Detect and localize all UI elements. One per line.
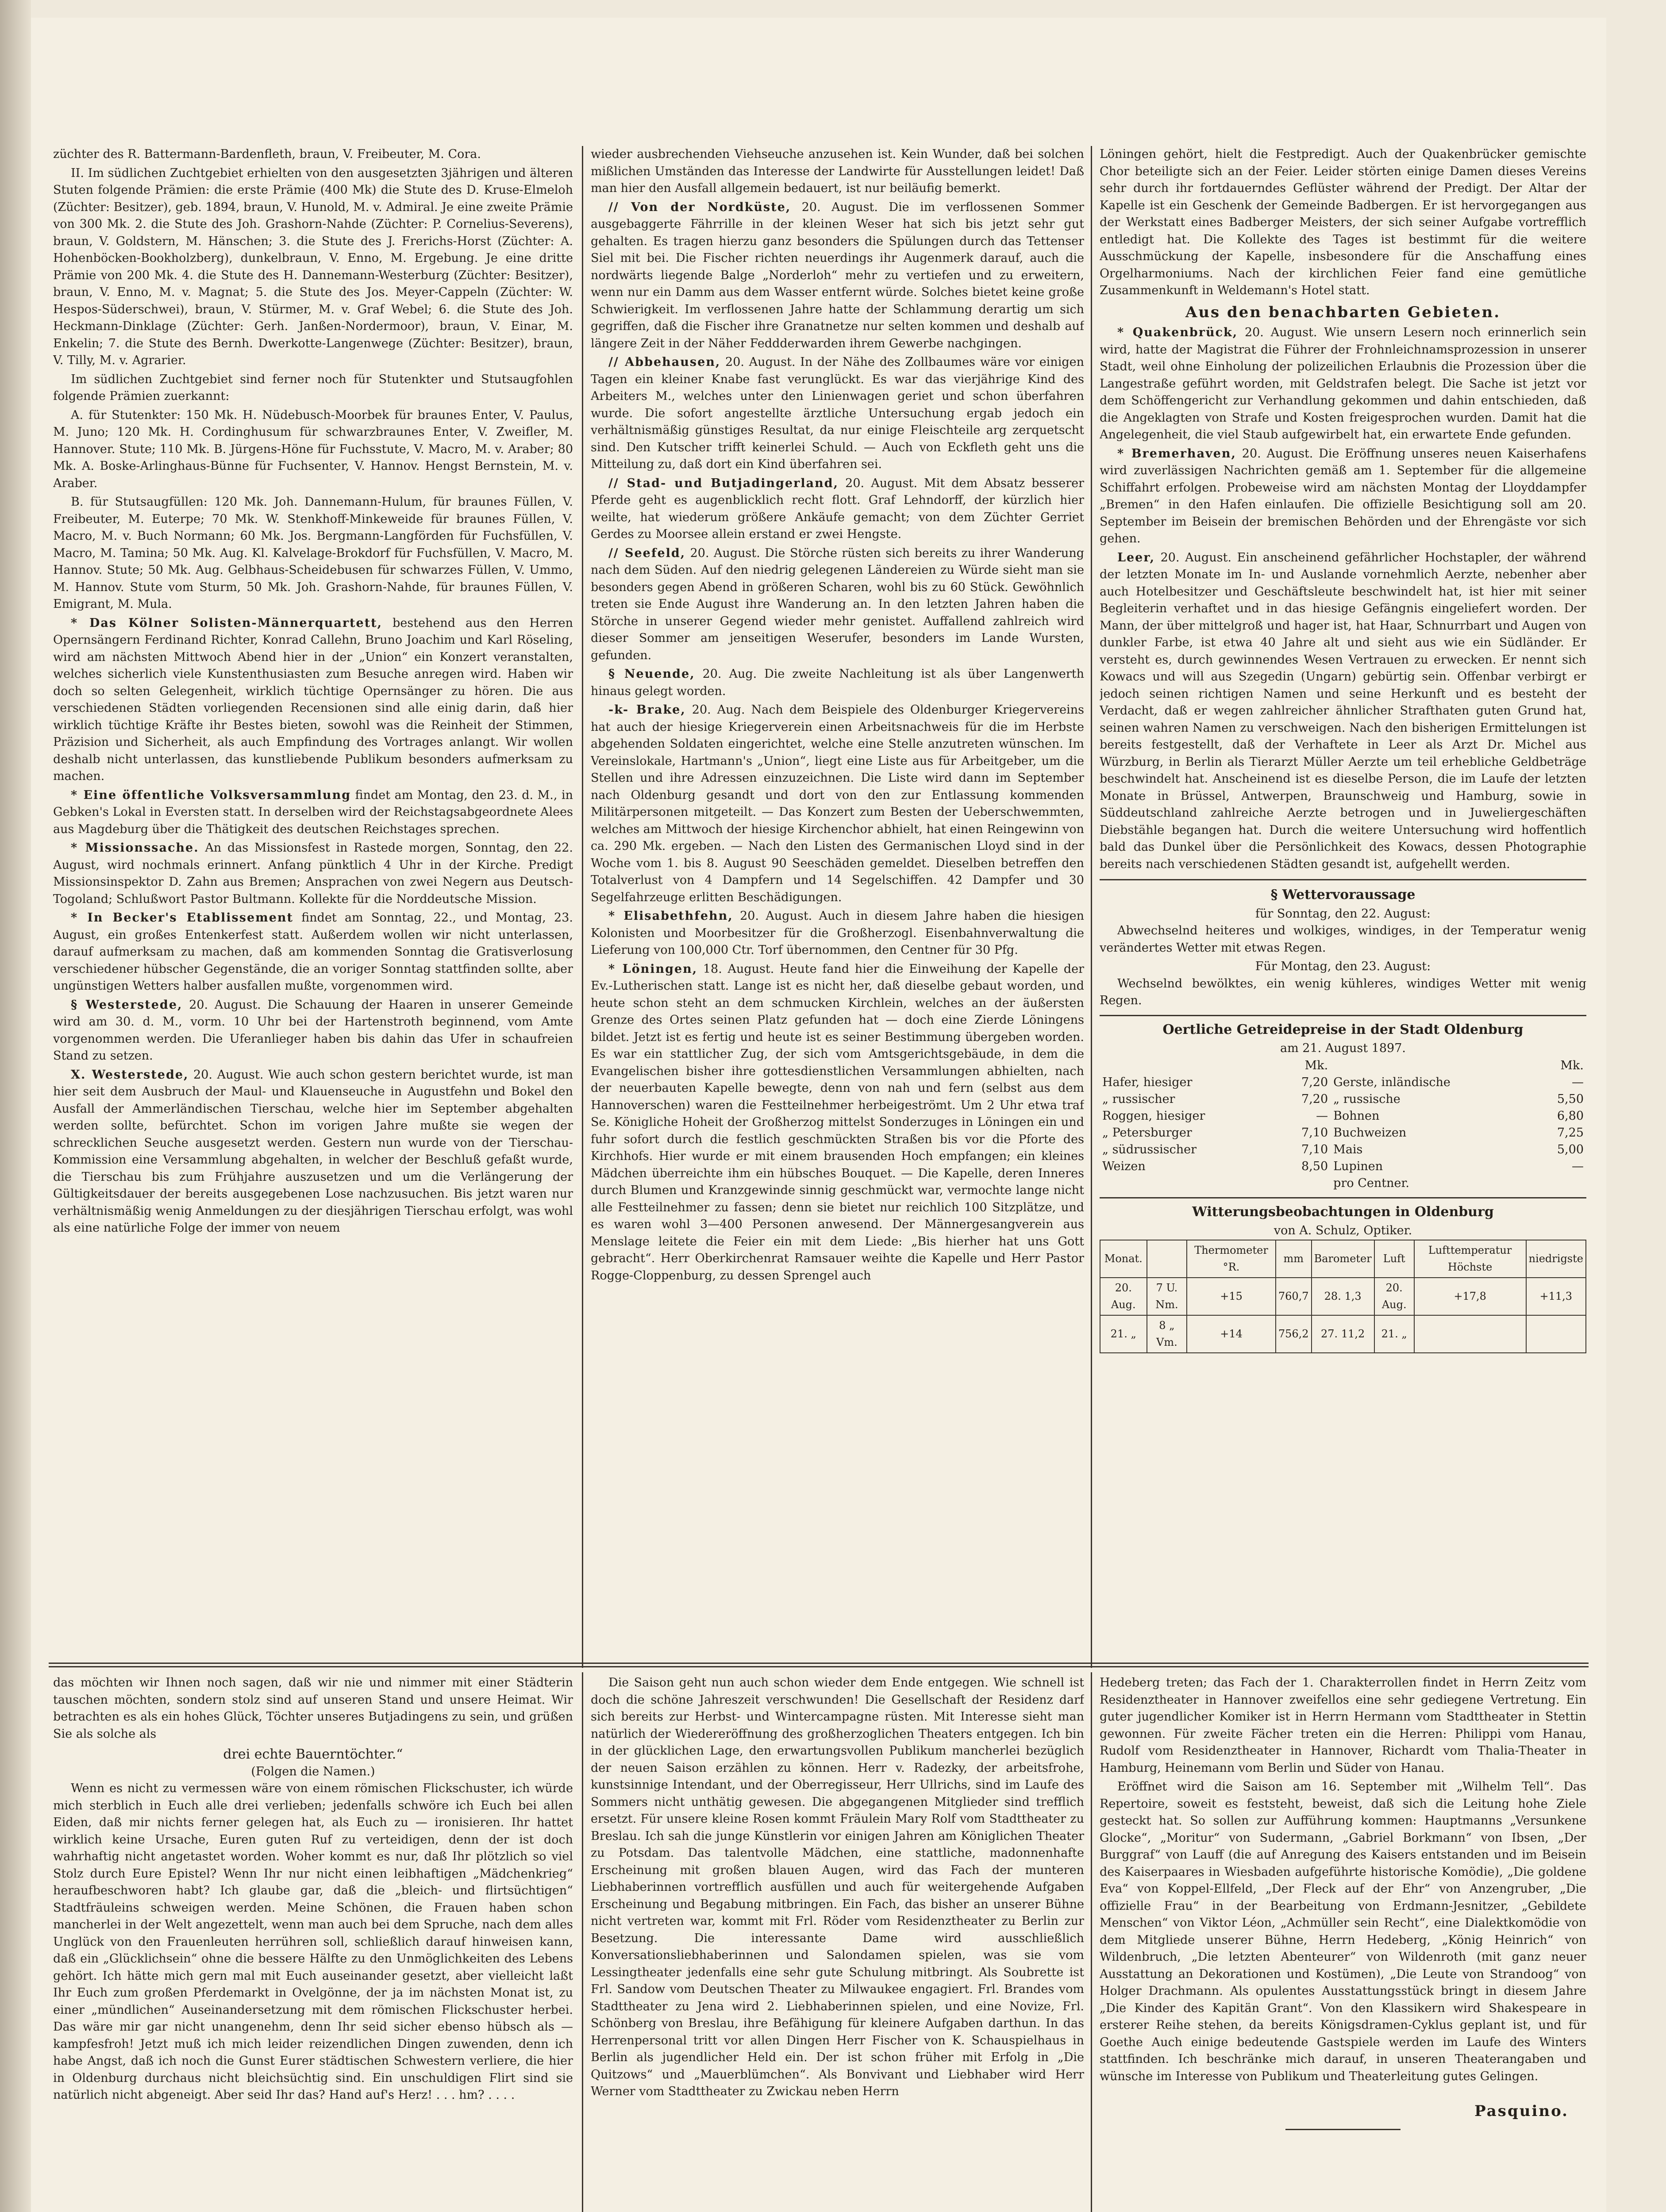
table-header: Lufttemperatur Höchste	[1414, 1240, 1526, 1278]
article-paragraph: das möchten wir Ihnen noch sagen, daß wir nie und nimmer mit einer Städterin tauschen möchten, sondern stolz sind auf unseren Stand und unsere Heimat. Wir betrachten es als ein hohes Glück, Töchter unseres Butjadingens zu sein, und grüßen Sie als solche als	[53, 1676, 573, 1741]
grain-name: „ russische	[1333, 1092, 1401, 1106]
grain-price: 7,20	[1301, 1092, 1328, 1106]
table-cell: 28. 1,3	[1312, 1278, 1374, 1315]
table-cell: 27. 11,2	[1312, 1315, 1374, 1353]
article-heading: * Missionssache.	[71, 841, 199, 855]
grain-name: Roggen, hiesiger	[1102, 1109, 1205, 1123]
article-heading: * Quakenbrück,	[1117, 326, 1238, 339]
article-paragraph: Die Saison geht nun auch schon wieder dem Ende entgegen. Wie schnell ist doch die schöne Jahreszeit verschwunden! Die Gesellschaft der Residenz darf sich bereits zur Herbst- und Wintercampagne rüsten. Mit Interesse sieht man natürlich der Wiedereröffnung des großherzoglichen Theaters entgegen. Ich bin in der glücklichen Lage, den erwartungsvollen Publikum mancherlei bezüglich der neuen Saison erzählen zu können. Herr v. Radezky, der arbeitsfrohe, kunstsinnige Intendant, und der Oberregisseur, Herr Ullrichs, sind im Laufe des Sommers nicht unthätig gewesen. Die abgegangenen Mitglieder sind trefflich ersetzt. Für unsere kleine Rosen kommt Fräulein Mary Rolf vom Stadttheater zu Breslau. Ich sah die junge Künstlerin vor einigen Jahren am Königlichen Theater zu Potsdam. Das talentvolle Mädchen, eine stattliche, madonnenhafte Erscheinung mit großen blauen Augen, wird das Fach der munteren Liebhaberinnen vortrefflich ausfüllen und auch für weitergehende Aufgaben Erscheinung und Begabung mitbringen. Ein Fach, das bisher an unserer Bühne nicht vertreten war, kommt mit Frl. Röder vom Residenztheater zu Berlin zur Besetzung. Die interessante Dame wird ausschließlich Konversationsliebhaberinnen und Salondamen spielen, was sie vom Lessingtheater jedenfalls eine sehr gute Schulung mitbringt. Als Soubrette ist Frl. Sandow vom Deutschen Theater zu Milwaukee engagiert. Frl. Brandes vom Stadttheater zu Jena wird 2. Liebhaberinnen spielen, und eine Novize, Frl. Schönberg von Breslau, ihre Befähigung für kleinere Aufgaben darthun. In das Herrenpersonal tritt vor allen Dingen Herr Fischer von K. Schauspielhaus in Berlin als jugendlicher Held ein. Der ist schon früher mit Erfolg in „Die Quitzows“ und „Mauerblümchen“. Als Bonvivant und Liebhaber wird Herr Werner vom Stadttheater zu Zwickau neben Herrn	[591, 1676, 1084, 2098]
grain-name: Gerste, inländische	[1333, 1075, 1451, 1089]
table-row	[1100, 1315, 1586, 1353]
grain-price: 6,80	[1557, 1109, 1584, 1123]
article-text: 20. August. Die Störche rüsten sich bereits zu ihrer Wanderung nach dem Süden. Auf den niedrig gelegenen Ländereien zu Würde sieht man sie besonders gegen Abend in größeren Scharen, wohl bis zu 60 Stück. Gewöhnlich treten sie Ende August ihre Wanderung an. In den letzten Jahren haben die Störche in unserer Gegend wieder mehr genistet. Auffallend zahlreich wird dieser Sommer am jenseitigen Weserufer, besonders im Lande Wursten, gefunden.	[591, 546, 1084, 662]
grain-price: —	[1316, 1109, 1328, 1123]
weather-sunday-text: Abwechselnd heiteres und wolkiges, windiges, in der Temperatur wenig verändertes Wetter mit etwas Regen.	[1100, 924, 1586, 955]
table-cell	[1526, 1315, 1586, 1353]
table-cell: 760,7	[1276, 1278, 1312, 1315]
grain-name: Mais	[1333, 1142, 1363, 1156]
grain-row	[1100, 1141, 1586, 1158]
table-row	[1100, 1278, 1586, 1315]
table-cell: 7 U. Nm.	[1147, 1278, 1187, 1315]
weather-observations-title: Witterungsbeobachtungen in Oldenburg	[1192, 1204, 1494, 1220]
article-text: 20. Aug. Die zweite Nachleitung ist als über Langenwerth hinaus gelegt worden.	[591, 667, 1084, 698]
feuilleton-column-2	[591, 1674, 1084, 2212]
grain-price: 7,10	[1301, 1142, 1328, 1156]
grain-prices-title: Oertliche Getreidepreise in der Stadt Oldenburg	[1162, 1022, 1524, 1037]
table-cell: 21. „	[1100, 1315, 1147, 1353]
article-heading: // Stad- und Butjadingerland,	[608, 476, 839, 490]
article-text: 20. Aug. Nach dem Beispiele des Oldenburger Kriegervereins hat auch der hiesige Kriegerverein einen Arbeitsnachweis für die im Herbste abgehenden Soldaten eingerichtet, welche eine Stelle anzutreten wünschen. Im Vereinslokale, Hartmann's „Union“, liegt eine Liste aus für Arbeitgeber, um die Stellen und ihre Adressen einzuzeichnen. Die Liste wird dann im September nach Oldenburg gesandt und dort von den zur Entlassung kommenden Militärpersonen mitgeteilt. — Das Konzert zum Besten der Ueberschwemmten, welches am Mittwoch der hiesige Kirchenchor abhielt, hat einen Reingewinn von ca. 290 Mk. ergeben. — Nach den Listen des Germanischen Lloyd sind in der Woche vom 1. bis 8. August 90 Seeschäden gemeldet. Dieselben betreffen den Totalverlust von 4 Dampfern und 14 Segelschiffen. 42 Dampfer und 30 Segelfahrzeuge erlitten Beschädigungen.	[591, 703, 1084, 904]
article-heading: X. Westerstede,	[71, 1068, 189, 1082]
article-paragraph: II. Im südlichen Zuchtgebiet erhielten von den ausgesetzten 3jährigen und älteren Stuten folgende Prämien: die erste Prämie (400 Mk) die Stute des D. Kruse-Elmeloh (Züchter: Besitzer), geb. 1894, braun, V. Hunold, M. v. Admiral. Je eine zweite Prämie von 300 Mk. 2. die Stute des Joh. Grashorn-Nahde (Züchter: P. Cornelius-Severens), braun, V. Goldstern, M. Hänschen; 3. die Stute des J. Frerichs-Horst (Züchter: A. Hohenböcken-Bookholzberg), dunkelbraun, V. Enno, M. Ergebung. Je eine dritte Prämie von 200 Mk. 4. die Stute des H. Dannemann-Westerburg (Züchter: Besitzer), braun, V. Enno, M. v. Magnat; 5. die Stute des Jos. Meyer-Cappeln (Züchter: W. Hespos-Süderschwei), braun, V. Stürmer, M. v. Graf Webel; 6. die Stute des Joh. Heckmann-Dinklage (Züchter: Gerh. Janßen-Nordermoor), braun, V. Einar, M. Enkelin; 7. die Stute des Bernh. Dwerkotte-Langenwege (Züchter: Besitzer), braun, V. Tilly, M. v. Agrarier.	[53, 166, 573, 367]
table-header: Barometer	[1312, 1240, 1374, 1278]
newspaper-page	[31, 18, 1606, 2212]
grain-price: 7,20	[1301, 1075, 1328, 1089]
grain-row	[1100, 1125, 1586, 1141]
article-paragraph: B. für Stutsaugfüllen: 120 Mk. Joh. Dannemann-Hulum, für braunes Füllen, V. Freibeuter, M. Euterpe; 70 Mk. W. Stenkhoff-Minkeweide für braunes Füllen, V. Macro, M. v. Buch Normann; 60 Mk. Jos. Bergmann-Langförden für Fuchsfüllen, V. Macro, M. Tamina; 50 Mk. Aug. Kl. Kalvelage-Brokdorf für Fuchsfüllen, V. Macro, M. Hannov. Stute; 50 Mk. Aug. Gelbhaus-Scheidebusen für schwarzes Füllen, V. Ummo, M. Hannov. Stute vom Sturm, 50 Mk. Joh. Grashorn-Nahde, für braunes Füllen, V. Emigrant, M. Mula.	[53, 495, 573, 611]
section-divider	[1100, 879, 1586, 880]
article-paragraph: wieder ausbrechenden Viehseuche anzusehen ist. Kein Wunder, daß bei solchen mißlichen Umständen das Interesse der Landwirte für Ausstellungen leidet! Daß man hier den Ausfall allgemein bedauert, ist nur beiläufig bemerkt.	[591, 147, 1084, 195]
table-header: Monat.	[1100, 1240, 1147, 1278]
grain-price: 7,10	[1301, 1125, 1328, 1140]
grain-row	[1100, 1074, 1586, 1091]
table-header-row	[1100, 1240, 1586, 1278]
article-paragraph: Hedeberg treten; das Fach der 1. Charakterrollen findet in Herrn Zeitz vom Residenztheater in Hannover zweifellos eine sehr gediegene Vertretung. Ein guter jugendlicher Komiker ist in Herrn Hermann vom Stadttheater in Stettin gewonnen. Für zweite Fächer treten ein die Herren: Philippi vom Hanau, Rudolf vom Residenztheater in Hannover, Richardt vom Thalia-Theater in Hamburg, Heinemann vom Berlin und Süder von Hanau.	[1100, 1676, 1586, 1775]
article-paragraph: Eröffnet wird die Saison am 16. September mit „Wilhelm Tell“. Das Repertoire, soweit es feststeht, beweist, daß sich die Leitung hohe Ziele gesteckt hat. So sollen zur Aufführung kommen: Hauptmanns „Versunkene Glocke“, „Moritur“ von Sudermann, „Gabriel Borkmann“ von Ibsen, „Der Burggraf“ von Lauff (die auf Anregung des Kaisers entstanden und im Beisein des Kaiserpaares in Wiesbaden aufgeführte historische Komödie), „Die goldene Eva“ von Koppel-Ellfeld, „Der Fleck auf der Ehr“ von Anzengruber, „Die offizielle Frau“ in der Bearbeitung von Erdmann-Jesnitzer, „Gebildete Menschen“ von Viktor Léon, „Achmüller sein Recht“, eine Dialektkomödie von dem Mitgliede unserer Bühne, Herrn Hedeberg, „König Heinrich“ von Wildenbruch, „Die letzten Abenteurer“ von Wildenroth (mit ganz neuer Ausstattung an Dekorationen und Kostümen), „Die Leute von Strandoog“ von Holger Drachmann. Als opulentes Ausstattungsstück bringt in diesem Jahre „Die Kinder des Kapitän Grant“. Von den Klassikern wird Shakespeare in ersterer Reihe stehen, da bereits Königsdramen-Cyklus geplant ist, und für Goethe Auch einige bedeutende Gastspiele werden im Laufe des Winters stattfinden. Ich beschränke mich darauf, in unseren Theaterangaben und wünsche im Interesse von Publikum und Theaterleitung gutes Gelingen.	[1100, 1780, 1586, 2083]
article-paragraph: Löningen gehört, hielt die Festpredigt. Auch der Quakenbrücker gemischte Chor beteiligte sich an der Feier. Leider störten einige Damen dieses Vereins sehr durch ihr fortdauerndes Geflüster während der Predigt. Der Altar der Kapelle ist ein Geschenk der Gemeinde Badbergen. Er ist hervorgegangen aus der Werkstatt eines Badberger Meisters, der sich seiner Aufgabe vortrefflich entledigt hat. Die Kollekte des Tages ist bestimmt für die weitere Ausschmückung der Kapelle, insbesondere für die Anschaffung eines Orgelharmoniums. Nach der kirchlichen Feier fand eine gemütliche Zusammenkunft in Weldemann's Hotel statt.	[1100, 147, 1586, 297]
table-cell: 756,2	[1276, 1315, 1312, 1353]
article-text: findet am Montag, den 23. d. M., in Gebken's Lokal in Eversten statt. In derselben wird der Reichstagsabgeordnete Alees aus Magdeburg über die Thätigkeit des deutschen Reichstages sprechen.	[53, 788, 573, 836]
article-text: 20. August. Ein anscheinend gefährlicher Hochstapler, der während der letzten Monate im In- und Auslande vornehmlich Aerzte, nebenher aber auch Hotelbesitzer und Geschäftsleute beschwindelt hat, ist hier mit seiner Begleiterin verhaftet und in das hiesige Gefängnis eingeliefert worden. Der Mann, der über mittelgroß und hager ist, hat Haar, Schnurrbart und Augen von dunkler Farbe, ist etwa 40 Jahre alt und sieht aus wie ein Südländer. Er versteht es, durch gewinnendes Wesen Vertrauen zu erwecken. Er nennt sich Kowacs und will aus Szegedin (Ungarn) gebürtig sein. Offenbar verbirgt er jedoch seinen richtigen Namen und seine Herkunft und es besteht der Verdacht, daß er wegen zahlreicher ähnlicher Strafthaten guten Grund hat, seinen wahren Namen zu verschweigen. Nach den bisherigen Ermittelungen ist bereits festgestellt, daß der Verhaftete in Leer als Arzt Dr. Michel aus Würzburg, in Berlin als Tierarzt Müller Aerzte um teil erhebliche Geldbeträge beschwindelt hat. Anscheinend ist es dieselbe Person, die im Laufe der letzten Monate in Brüssel, Antwerpen, Braunschweig und Hamburg, sowie in Süddeutschland zahlreiche Aerzte betrogen und in Juweliergeschäften Diebstähle begangen hat. Durch die weitere Untersuchung wird hoffentlich bald das Dunkel über die Persönlichkeit des Kowacs, dessen Photographie bereits nach verschiedenen Städten gesandt ist, aufgehellt werden.	[1100, 550, 1586, 871]
grain-name: „ südrussischer	[1102, 1142, 1197, 1156]
weather-observations-author: von A. Schulz, Optiker.	[1274, 1224, 1412, 1237]
section-divider	[1100, 1015, 1586, 1016]
table-cell: 20. Aug.	[1100, 1278, 1147, 1315]
table-header	[1147, 1240, 1187, 1278]
article-heading: Leer,	[1117, 550, 1155, 565]
table-cell: +14	[1187, 1315, 1276, 1353]
article-heading: * Bremerhaven,	[1117, 446, 1236, 461]
unit-label: Mk.	[1560, 1058, 1584, 1072]
column-rule	[582, 1672, 583, 2212]
section-divider	[1100, 1197, 1586, 1198]
letter-signature-note: (Folgen die Namen.)	[251, 1764, 375, 1778]
article-heading: § Neuende,	[608, 667, 695, 681]
grain-price: 8,50	[1301, 1159, 1328, 1173]
article-heading: § Westerstede,	[71, 998, 183, 1012]
weather-monday-heading: Für Montag, den 23. August:	[1255, 960, 1431, 973]
grain-prices-date: am 21. August 1897.	[1280, 1041, 1406, 1055]
article-paragraph: Im südlichen Zuchtgebiet sind ferner noch für Stutenkter und Stutsaugfohlen folgende Prämien zuerkannt:	[53, 372, 573, 403]
article-heading: -k- Brake,	[608, 703, 686, 717]
author-signature: Pasquino.	[1474, 2102, 1569, 2120]
article-text: 20. August. Die Schauung der Haaren in unserer Gemeinde wird am 30. d. M., vorm. 10 Uhr bei der Hartenstroth beginnend, vom Amte vorgenommen werden. Die Uferanlieger haben bis dahin das Ufer in schaufreien Stand zu setzen.	[53, 998, 573, 1063]
grain-price: 7,25	[1557, 1125, 1584, 1140]
grain-name: Buchweizen	[1333, 1125, 1407, 1140]
grain-name: „ Petersburger	[1102, 1125, 1192, 1140]
table-cell	[1414, 1315, 1526, 1353]
table-cell: +15	[1187, 1278, 1276, 1315]
weather-monday-text: Wechselnd bewölktes, ein wenig kühleres, windiges Wetter mit wenig Regen.	[1100, 976, 1586, 1007]
article-text: 18. August. Heute fand hier die Einweihung der Kapelle der Ev.-Lutherischen statt. Lange ist es nicht her, daß dieselbe gebaut worden, und heute schon steht an dem schmucken Kirchlein, welches an der äußersten Grenze des Ortes seinen Platz gefunden hat — doch eine Zierde Löningens bildet. Jetzt ist es fertig und heute ist es seiner Bestimmung übergeben worden. Es war ein stattlicher Zug, der sich vom Amtsgerichtsgebäude, in dem die Evangelischen bisher ihre gottesdienstlichen Versammlungen abhielten, nach der neuerbauten Kapelle bewegte, denn von nah und fern (selbst aus dem Hannoverschen) waren die Festteilnehmer herbeigeströmt. Um 2 Uhr etwa traf Se. Königliche Hoheit der Großherzog mittelst Sonderzuges in Löningen ein und fuhr sofort durch die festlich geschmückten Straßen bis vor die Pforte des Kirchhofs. Hier wurde er mit einem brausenden Hoch empfangen; ein kleines Mädchen überreichte ihm ein hübsches Bouquet. — Die Kapelle, deren Inneres durch Blumen und Kranzgewinde sinnig geschmückt war, vermochte lange nicht alle Festteilnehmer zu fassen; denn sie bietet nur reichlich 100 Sitzplätze, und es waren wohl 3—400 Personen anwesend. Der Männergesangverein aus Menslage leitete die Feier ein mit dem Liede: „Bis hierher hat uns Gott gebracht“. Herr Oberkirchenrat Ramsauer weihte die Kapelle und Herr Pastor Rogge-Cloppenburg, zu dessen Sprengel auch	[591, 962, 1084, 1283]
article-paragraph: A. für Stutenkter: 150 Mk. H. Nüdebusch-Moorbek für braunes Enter, V. Paulus, M. Juno; 120 Mk. H. Cordinghusum für schwarzbraunes Enter, V. Zweifler, M. Hannover. Stute; 110 Mk. B. Jürgens-Höne für Fuchsstute, V. Macro, M. v. Araber; 80 Mk. A. Boske-Arlinghaus-Bünne für Fuchsenter, V. Hannov. Hengst Bernstein, M. v. Araber.	[53, 408, 573, 490]
article-text: An das Missionsfest in Rastede morgen, Sonntag, den 22. August, wird nochmals erinnert. Anfang pünktlich 4 Uhr in der Kirche. Predigt Missionsinspektor D. Zahn aus Bremen; Ansprachen von zwei Negern aus Deutsch-Togoland; Schlußwort Pastor Bultmann. Kollekte für die Norddeutsche Mission.	[53, 841, 573, 906]
article-heading: * Löningen,	[608, 962, 698, 976]
upper-column-2	[591, 146, 1084, 1659]
closing-rule	[1285, 2129, 1401, 2130]
table-header: Thermometer °R.	[1187, 1240, 1276, 1278]
table-cell: 8 „ Vm.	[1147, 1315, 1187, 1353]
table-cell: +17,8	[1414, 1278, 1526, 1315]
grain-name: Bohnen	[1333, 1109, 1380, 1123]
article-text: 20. August. Die im verflossenen Sommer ausgebaggerte Fährrille in der kleinen Weser hat sich bis jetzt sehr gut gehalten. Es tragen hierzu ganz besonders die Spülungen durch das Tettenser Siel mit bei. Die Fischer richten neuerdings ihr Augenmerk darauf, auch die nordwärts liegende Balge „Norderloh“ mehr zu vertiefen und zu erweitern, wenn nur ein Damm aus dem Wasser entfernt würde. Solches bietet keine große Schwierigkeit. Im verflossenen Jahre hatte der Schlammung derartig um sich gegriffen, daß die Fischer ihre Granatnetze nur selten kommen und deshalb auf längere Zeit in der Näher Feddderwarden ihrem Gewerbe nachgingen.	[591, 200, 1084, 350]
table-cell: 21. „	[1374, 1315, 1414, 1353]
article-text: 20. August. Wie auch schon gestern berichtet wurde, ist man hier seit dem Ausbruch der Maul- und Klauenseuche in Augustfehn und Bokel den Ausfall der Ammerländischen Tierschau, welche hier im September abgehalten werden sollte, befürchtet. Schon im vorigen Jahre mußte sie wegen der schrecklichen Seuche ausgesetzt werden. Gestern nun wurde von der Tierschau-Kommission eine Versammlung abgehalten, in welcher der Beschluß gefaßt wurde, die Tierschau bis zum Frühjahre auszusetzen und um die Verlängerung der Gültigkeitsdauer der bereits ausgegebenen Lose nachzusuchen. Bis jetzt waren nur verhältnismäßig wenig Anmeldungen zu der diesjährigen Tierschau erfolgt, was wohl als eine natürliche Folge der immer von neuem	[53, 1068, 573, 1235]
grain-row	[1100, 1158, 1586, 1175]
column-rule	[1091, 1672, 1092, 2212]
grain-name: Lupinen	[1333, 1159, 1383, 1173]
feuilleton-column-3	[1100, 1674, 1586, 2212]
weather-forecast-title: § Wettervoraussage	[1270, 887, 1416, 902]
grain-price: 5,50	[1557, 1092, 1584, 1106]
grain-row	[1100, 1108, 1586, 1125]
weather-sunday-heading: für Sonntag, den 22. August:	[1255, 906, 1431, 921]
article-text: 20. August. Die Eröffnung unseres neuen Kaiserhafens wird zuverlässigen Nachrichten gemäß am 1. September für die allgemeine Schiffahrt erfolgen. Probeweise wird am nächsten Montag der Lloyddampfer „Bremen“ in den Hafen einlaufen. Die offizielle Besichtigung soll am 20. September im Beisein der bremischen Behörden und der Ehrengäste vor sich gehen.	[1100, 446, 1586, 545]
grain-prices-table	[1100, 1057, 1586, 1192]
article-heading: // Von der Nordküste,	[608, 200, 791, 214]
upper-column-1	[53, 146, 573, 1659]
article-text: bestehend aus den Herren Opernsängern Ferdinand Richter, Konrad Callehn, Bruno Joachim und Karl Röseling, wird am nächsten Mittwoch Abend hier in der „Union“ ein Konzert veranstalten, welches sicherlich viele Kunstenthusiasten zum Besuche anregen wird. Haben wir doch so selten Gelegenheit, wirklich tüchtige Opernsänger zu hören. Die aus verschiedenen Städten vorliegenden Recensionen sind alle einig darin, daß hier wirklich tüchtige Kräfte ihr Bestes bieten, sowohl was die Reinheit der Stimmen, Präzision und Sicherheit, als auch Empfindung des Vortrages anlangt. Wir wollen deshalb nicht unterlassen, das kunstliebende Publikum besonders aufmerksam zu machen.	[53, 616, 573, 783]
section-title: Aus den benachbarten Gebieten.	[1185, 303, 1501, 321]
upper-column-3	[1100, 146, 1586, 1659]
table-header: niedrigste	[1526, 1240, 1586, 1278]
article-text: findet am Sonntag, 22., und Montag, 23. August, ein großes Entenkerfest statt. Außerdem wollen wir nicht unterlassen, darauf aufmerksam zu machen, daß am kommenden Sonntag die Gratisverlosung verschiedener hübscher Gegenstände, die an voriger Sonntag stattfinden sollte, aber ungünstigen Wetters halber ausfallen mußte, vorgenommen wird.	[53, 911, 573, 993]
article-heading: // Abbehausen,	[608, 355, 721, 369]
article-text: 20. August. In der Nähe des Zollbaumes wäre vor einigen Tagen ein kleiner Knabe fast verunglückt. Es war das vierjährige Kind des Arbeiters M., welches unter den Linienwagen geriet und schon überfahren wurde. Die sofort angestellte ärztliche Untersuchung ergab jedoch ein verhältnismäßig günstiges Resultat, da nur einige Fleischteile arg zerquetscht sind. Den Kutscher trifft keinerlei Schuld. — Auch von Eckfleth geht uns die Mitteilung zu, daß dort ein Kind überfahren sei.	[591, 355, 1084, 471]
grain-name: Weizen	[1102, 1159, 1146, 1173]
table-cell: +11,3	[1526, 1278, 1586, 1315]
weather-observations-table	[1100, 1240, 1586, 1353]
unit-label: Mk.	[1304, 1058, 1328, 1072]
column-rule	[582, 146, 583, 1668]
feuilleton-rule	[49, 1663, 1589, 1664]
page-fold-shadow	[0, 0, 31, 2212]
grain-price: —	[1572, 1159, 1584, 1173]
letter-signature: drei echte Bauerntöchter.“	[223, 1747, 403, 1762]
article-text: 20. August. Mit dem Absatz besserer Pferde geht es augenblicklich recht flott. Graf Lehndorff, der kürzlich hier weilte, hat wiederum größere Ankäufe gemacht; von dem Züchter Gerriet Gerdes zu Moorsee allein erstand er zwei Hengste.	[591, 476, 1084, 541]
article-heading: * Das Kölner Solisten-Männerquartett,	[71, 616, 383, 630]
feuilleton-column-1	[53, 1674, 573, 2212]
article-paragraph: Wenn es nicht zu vermessen wäre von einem römischen Flickschuster, ich würde mich sterblich in Euch alle drei verlieben; jedenfalls schwöre ich Euch bei allen Eiden, daß mir nichts ferner gelegen hat, als Euch zu — ironisieren. Ihr hattet wirklich keine Ursache, Euren guten Ruf zu verteidigen, denn der ist doch wahrhaftig nicht angetastet worden. Woher kommt es nur, daß Ihr plötzlich so viel Stolz durch Eure Epistel? Wenn Ihr nur nicht einen leibhaftigen „Mädchenkrieg“ heraufbeschworen habt? Ich glaube gar, daß die „bleich- und flirtsüchtigen“ Stadtfräuleins schweigen werden. Meine Schönen, die Frauen haben schon mancherlei in der Welt angezettelt, wenn man auch bei dem Spruche, nach dem alles Unglück von den Frauenleuten herrühren soll, schließlich darauf hinweisen kann, daß ein „Glücklichsein“ ohne die bessere Hälfte zu den Unmöglichkeiten des Lebens gehört. Ich hätte mich gern mal mit Euch auseinander gesetzt, aber vielleicht laßt Ihr Euch zum großen Pferdemarkt in Ovelgönne, der ja im nächsten Monat ist, zu einer „mündlichen“ Auseinandersetzung mit dem römischen Flickschuster herbei. Das wäre mir gar nicht unangenehm, denn Ihr seid sicher ebenso hübsch als — kampfesfroh! Jetzt muß ich mich leider reizendlichen Dingen zuwenden, denn ich habe Angst, daß ich noch die Gunst Eurer städtischen Schwestern verliere, die hier in Oldenburg durchaus nicht bleichsüchtig sind. Ein unschuldigen Flirt sind sie natürlich nicht abgeneigt. Aber seid Ihr das? Hand auf's Herz! . . . hm? . . . .	[53, 1782, 573, 2102]
article-heading: * Elisabethfehn,	[608, 909, 733, 923]
article-heading: // Seefeld,	[608, 546, 686, 560]
article-text: 20. August. Auch in diesem Jahre haben die hiesigen Kolonisten und Moorbesitzer für die Großherzogl. Eisenbahnverwaltung die Lieferung von 100,000 Ctr. Torf übernommen, den Centner für 30 Pfg.	[591, 909, 1084, 957]
table-header: Luft	[1374, 1240, 1414, 1278]
article-text: 20. August. Wie unsern Lesern noch erinnerlich sein wird, hatte der Magistrat die Führer der Frohnleichnamsprozession in unserer Stadt, weil ohne Einholung der polizeilichen Erlaubnis die Prozession über die Langestraße geführt worden, mit Geldstrafen belegt. Die Sache ist jetzt vor dem Schöffengericht zur Verhandlung gekommen und dahin entschieden, daß die Angeklagten von Strafe und Kosten freigesprochen wurden. Damit hat die Angelegenheit, die viel Staub aufgewirbelt hat, ein erwartete Ende gefunden.	[1100, 326, 1586, 442]
grain-footer: pro Centner.	[1333, 1176, 1409, 1190]
grain-name: „ russischer	[1102, 1092, 1175, 1106]
column-rule	[1091, 146, 1092, 1668]
grain-row	[1100, 1091, 1586, 1108]
table-header: mm	[1276, 1240, 1312, 1278]
article-heading: * In Becker's Etablissement	[71, 911, 293, 925]
article-paragraph: züchter des R. Battermann-Bardenfleth, braun, V. Freibeuter, M. Cora.	[53, 147, 481, 161]
feuilleton-rule	[49, 1666, 1589, 1667]
grain-price: —	[1572, 1075, 1584, 1089]
grain-price: 5,00	[1557, 1142, 1584, 1156]
table-cell: 20. Aug.	[1374, 1278, 1414, 1315]
grain-name: Hafer, hiesiger	[1102, 1075, 1193, 1089]
article-heading: * Eine öffentliche Volksversammlung	[71, 788, 351, 802]
